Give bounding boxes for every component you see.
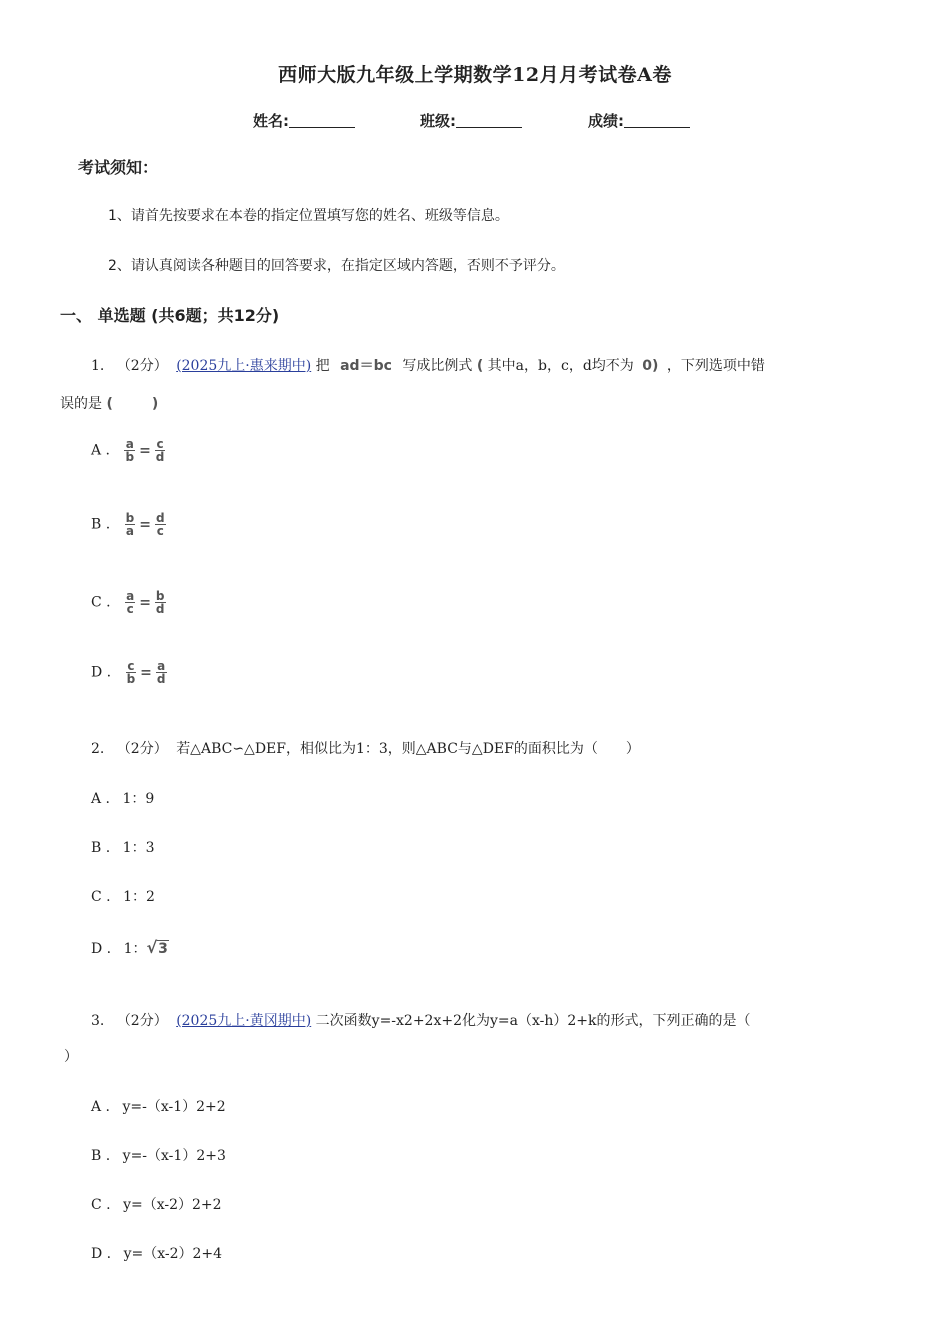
equals-sign: = <box>139 594 151 611</box>
option-text: y=-（x-1）2+2 <box>122 1099 226 1115</box>
question-text: 写成比例式 <box>402 358 473 374</box>
option-text: 1：2 <box>123 889 155 905</box>
equals-sign: = <box>139 442 151 459</box>
option-c[interactable] <box>91 590 166 615</box>
option-text: 1：3 <box>122 840 155 856</box>
fraction: $\frac{b}{a}$ <box>125 511 135 538</box>
class-label: 班级: <box>420 112 456 130</box>
option-label: B . <box>91 516 111 533</box>
section-title: 一、 单选题 (共6题；共12分) <box>60 306 280 325</box>
option-label: C . <box>91 889 111 905</box>
option-text: y=-（x-1）2+3 <box>122 1148 226 1164</box>
question-3-line-1 <box>91 1010 751 1030</box>
question-2 <box>91 738 640 758</box>
question-number: 1. <box>91 358 105 374</box>
answer-paren: ( ) <box>106 396 159 412</box>
question-source-link[interactable]: (2025九上·黄冈期中) <box>176 1013 312 1029</box>
question-text: 其中a，b，c，d均不为 <box>487 358 634 374</box>
question-text: 把 <box>315 358 330 374</box>
option-text: y=（x-2）2+4 <box>123 1246 223 1262</box>
option-label: C . <box>91 594 111 611</box>
option-text: y=（x-2）2+2 <box>123 1197 222 1213</box>
option-c[interactable] <box>91 886 155 906</box>
option-label: A . <box>91 442 111 459</box>
option-label: A . <box>91 1099 111 1115</box>
equals-sign: = <box>140 664 152 681</box>
option-label: A . <box>91 791 111 807</box>
fraction: $\frac{c}{b}$ <box>126 659 136 686</box>
question-text: ，下列选项中错 <box>666 358 765 374</box>
option-b[interactable] <box>91 512 166 537</box>
equals-sign: = <box>139 516 151 533</box>
question-text: 若△ABC∽△DEF，相似比为1：3，则△ABC与△DEF的面积比为（ ） <box>176 741 640 757</box>
score-label: 成绩: <box>588 112 624 130</box>
question-number: 2. <box>91 741 105 757</box>
page-title: 西师大版九年级上学期数学12月月考试卷A卷 <box>278 64 672 86</box>
math-formula: 0) <box>642 358 659 374</box>
option-b[interactable] <box>91 1145 226 1165</box>
class-field <box>420 110 522 131</box>
notice-heading: 考试须知： <box>78 158 159 177</box>
fraction: $\frac{a}{c}$ <box>126 589 135 616</box>
question-number: 3. <box>91 1013 105 1029</box>
question-source-link[interactable]: (2025九上·惠来期中) <box>176 358 312 374</box>
option-text: 1：9 <box>122 791 155 807</box>
option-label: B . <box>91 840 111 856</box>
question-text: 误的是 <box>60 396 102 412</box>
question-text: 二次函数y=-x2+2x+2化为y=a（x-h）2+k的形式，下列正确的是（ <box>315 1013 751 1029</box>
question-1-line-2 <box>60 393 158 413</box>
name-field <box>253 110 355 131</box>
question-score: （2分） <box>116 358 168 374</box>
name-blank <box>289 113 355 128</box>
notice-item-2: 2、请认真阅读各种题目的回答要求，在指定区域内答题，否则不予评分。 <box>108 258 565 274</box>
option-d[interactable] <box>91 660 167 685</box>
math-paren: ( <box>476 358 484 374</box>
option-b[interactable] <box>91 837 154 857</box>
fraction: $\frac{a}{b}$ <box>125 437 135 464</box>
fraction: $\frac{d}{c}$ <box>155 511 165 538</box>
option-a[interactable] <box>91 438 165 463</box>
square-root: √3 <box>146 938 168 957</box>
question-3-line-2: ） <box>64 1049 78 1065</box>
option-text: 1： <box>123 941 147 957</box>
option-label: D . <box>91 664 112 681</box>
class-blank <box>456 113 522 128</box>
name-label: 姓名: <box>253 112 289 130</box>
option-label: D . <box>91 1246 112 1262</box>
fraction: $\frac{b}{d}$ <box>155 589 165 616</box>
question-score: （2分） <box>116 1013 168 1029</box>
fraction: $\frac{c}{d}$ <box>155 437 165 464</box>
question-score: （2分） <box>116 741 168 757</box>
option-d[interactable] <box>91 938 169 958</box>
option-d[interactable] <box>91 1243 222 1263</box>
option-a[interactable] <box>91 1096 226 1116</box>
fraction: $\frac{a}{d}$ <box>156 659 166 686</box>
option-label: B . <box>91 1148 111 1164</box>
option-c[interactable] <box>91 1194 222 1214</box>
option-label: D . <box>91 941 112 957</box>
option-label: C . <box>91 1197 111 1213</box>
score-blank <box>624 113 690 128</box>
question-1-line-1 <box>91 355 765 375</box>
option-a[interactable] <box>91 788 154 808</box>
math-formula: ad＝bc <box>340 358 392 374</box>
notice-item-1: 1、请首先按要求在本卷的指定位置填写您的姓名、班级等信息。 <box>108 208 509 224</box>
score-field <box>588 110 690 131</box>
